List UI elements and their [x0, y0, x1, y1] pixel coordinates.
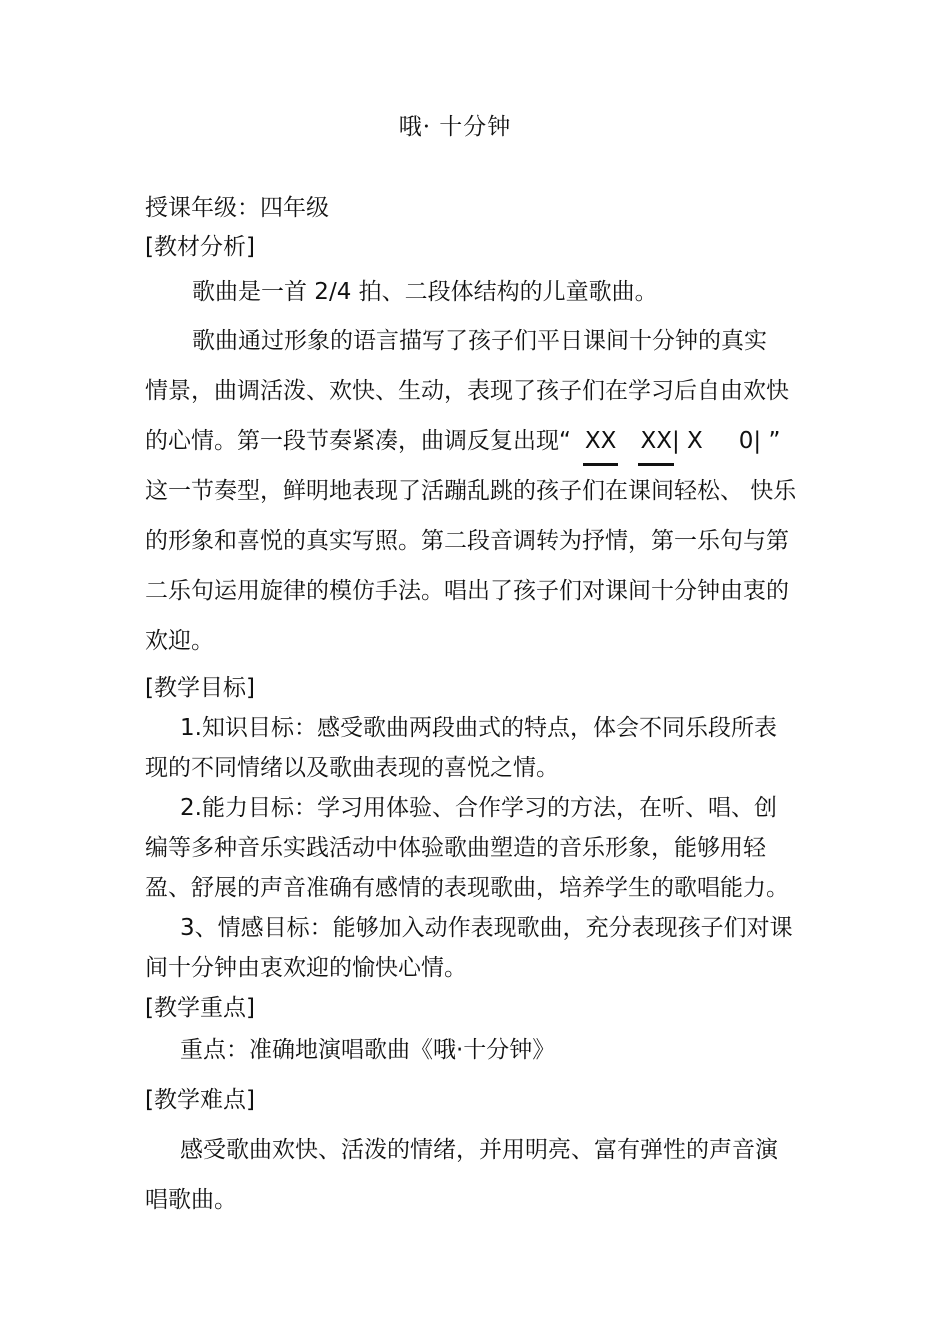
rhythm-rest: 0| ” [738, 428, 781, 454]
goal-1-line-2: 现的不同情绪以及歌曲表现的喜悦之情。 [145, 755, 559, 781]
material-paragraph-2-line-1: 歌曲通过形象的语言描写了孩子们平日课间十分钟的真实 [192, 328, 767, 354]
difficulty-line-1: 感受歌曲欢快、活泼的情绪，并用明亮、富有弹性的声音演 [180, 1137, 778, 1163]
rhythm-intro-text: 的心情。第一段节奏紧凑，曲调反复出现“ [145, 428, 571, 454]
material-paragraph-2-line-6: 二乐句运用旋律的模仿手法。唱出了孩子们对课间十分钟由衷的 [145, 578, 789, 604]
grade-line: 授课年级：四年级 [145, 195, 329, 221]
goal-2-line-1: 2.能力目标：学习用体验、合作学习的方法，在听、唱、创 [180, 795, 777, 821]
material-paragraph-2-line-7: 欢迎。 [145, 628, 214, 654]
goal-3-line-1: 3、情感目标：能够加入动作表现歌曲，充分表现孩子们对课 [180, 915, 793, 941]
goals-heading: [教学目标] [145, 675, 255, 701]
difficulty-heading: [教学难点] [145, 1087, 255, 1113]
material-paragraph-2-line-2: 情景，曲调活泼、欢快、生动，表现了孩子们在学习后自由欢快 [145, 378, 789, 404]
material-heading: [教材分析] [145, 234, 255, 260]
material-paragraph-2-line-5: 的形象和喜悦的真实写照。第二段音调转为抒情，第一乐句与第 [145, 528, 789, 554]
material-paragraph-2-line-3 [145, 426, 780, 456]
rhythm-pattern [571, 426, 780, 456]
rhythm-note-xx-2: XX [640, 428, 672, 454]
rhythm-note-xx-1: XX [584, 428, 617, 454]
material-paragraph-2-line-4: 这一节奏型，鲜明地表现了活蹦乱跳的孩子们在课间轻松、 快乐 [145, 478, 797, 504]
document-title: 哦· 十分钟 [398, 114, 512, 140]
rhythm-note-x: | X [671, 428, 703, 454]
goal-3-line-2: 间十分钟由衷欢迎的愉快心情。 [145, 955, 467, 981]
key-point-heading: [教学重点] [145, 995, 255, 1021]
difficulty-line-2: 唱歌曲。 [145, 1187, 237, 1213]
material-paragraph-1: 歌曲是一首 2/4 拍、二段体结构的儿童歌曲。 [192, 279, 658, 305]
key-point-text: 重点：准确地演唱歌曲《哦·十分钟》 [180, 1037, 556, 1063]
goal-2-line-3: 盈、舒展的声音准确有感情的表现歌曲，培养学生的歌唱能力。 [145, 875, 789, 901]
goal-2-line-2: 编等多种音乐实践活动中体验歌曲塑造的音乐形象，能够用轻 [145, 835, 766, 861]
goal-1-line-1: 1.知识目标：感受歌曲两段曲式的特点，体会不同乐段所表 [180, 715, 777, 741]
